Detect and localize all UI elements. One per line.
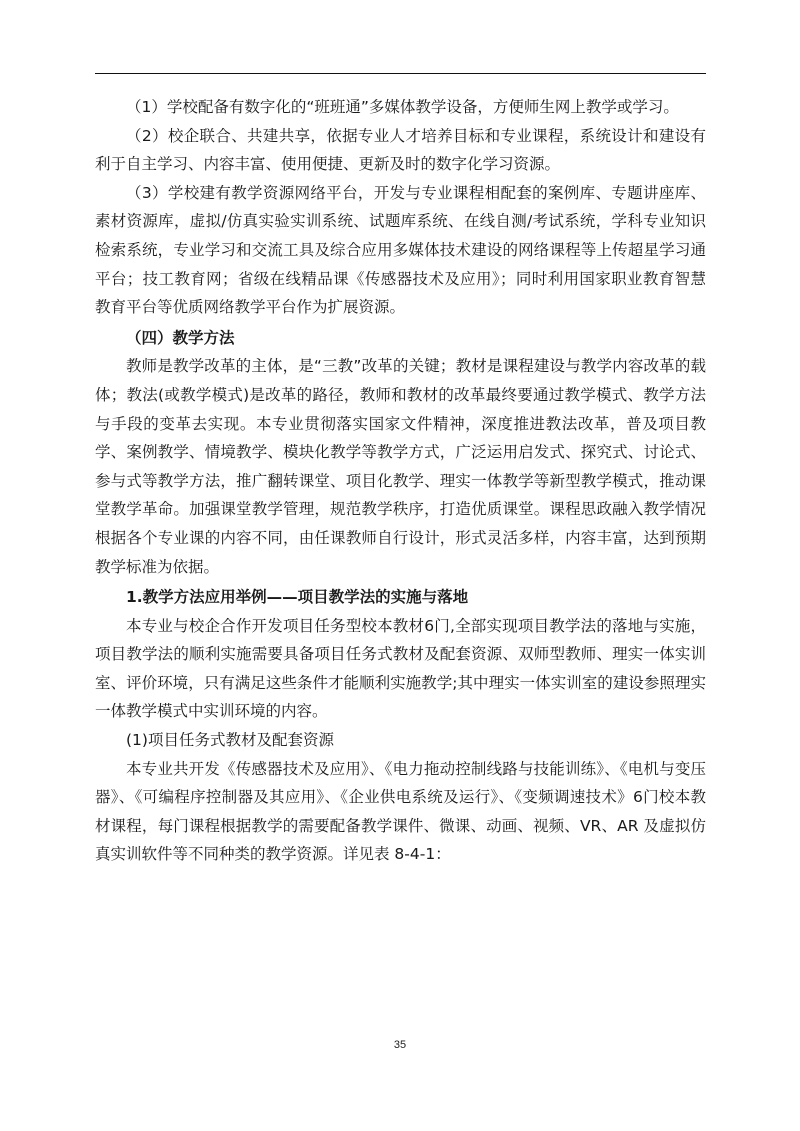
section-heading-teaching-methods: （四）教学方法 xyxy=(126,328,235,347)
subsection-heading-project-teaching: 1.教学方法应用举例——项目教学法的实施与落地 xyxy=(126,588,469,607)
paragraph-4: 教师是教学改革的主体，是“三教”改革的关键；教材是课程建设与教学内容改革的载体；教法(或教学模式)是改革的路径，教师和教材的改革最终要通过教学模式、教学方法与手段的变革去实现。本专业贯彻落实国家文件精神，深度推进教法改革，普及项目教学、案例教学、情境教学、模块化教学等教学方式，广泛运用启发式、探究式、讨论式、参与式等教学方法，推广翻转课堂、项目化教学、理实一体教学等新型教学模式，推动课堂教学革命。加强课堂教学管理，规范教学秩序，打造优质课堂。课程思政融入教学情况根据各个专业课的内容不同，由任课教师自行设计，形式灵活多样，内容丰富，达到预期教学标准为依据。 xyxy=(95,357,706,576)
body-text xyxy=(95,93,706,869)
paragraph-2: （2）校企联合、共建共享，依据专业人才培养目标和专业课程，系统设计和建设有利于自主学习、内容丰富、使用便捷、更新及时的数字化学习资源。 xyxy=(95,126,706,174)
paragraph-1: （1）学校配备有数字化的“班班通”多媒体教学设备，方便师生网上教学或学习。 xyxy=(126,98,679,116)
page-number: 35 xyxy=(393,1039,407,1051)
header-rule xyxy=(95,73,706,74)
paragraph-6: (1)项目任务式教材及配套资源 xyxy=(126,731,334,750)
paragraph-3: （3）学校建有教学资源网络平台，开发与专业课程相配套的案例库、专题讲座库、素材资源库，虚拟/仿真实验实训系统、试题库系统、在线自测/考试系统，学科专业知识检索系统，专业学习和交流工具及综合应用多媒体技术建设的网络课程等上传超星学习通平台；技工教育网；省级在线精品课《传感器技术及应用》；同时利用国家职业教育智慧教育平台等优质网络教学平台作为扩展资源。 xyxy=(95,183,706,317)
paragraph-7: 本专业共开发《传感器技术及应用》、《电力拖动控制线路与技能训练》、《电机与变压器》、《可编程序控制器及其应用》、《企业供电系统及运行》、《变频调速技术》6门校本教材课程，每门课程根据教学的需要配备教学课件、微课、动画、视频、VR、AR 及虚拟仿真实训软件等不同种类的教学资源。详见表 8-4-1： xyxy=(95,759,706,864)
paragraph-5: 本专业与校企合作开发项目任务型校本教材6门,全部实现项目教学法的落地与实施，项目教学法的顺利实施需要具备项目任务式教材及配套资源、双师型教师、理实一体实训室、评价环境，只有满足这些条件才能顺利实施教学;其中理实一体实训室的建设参照理实一体教学模式中实训环境的内容。 xyxy=(95,616,706,721)
